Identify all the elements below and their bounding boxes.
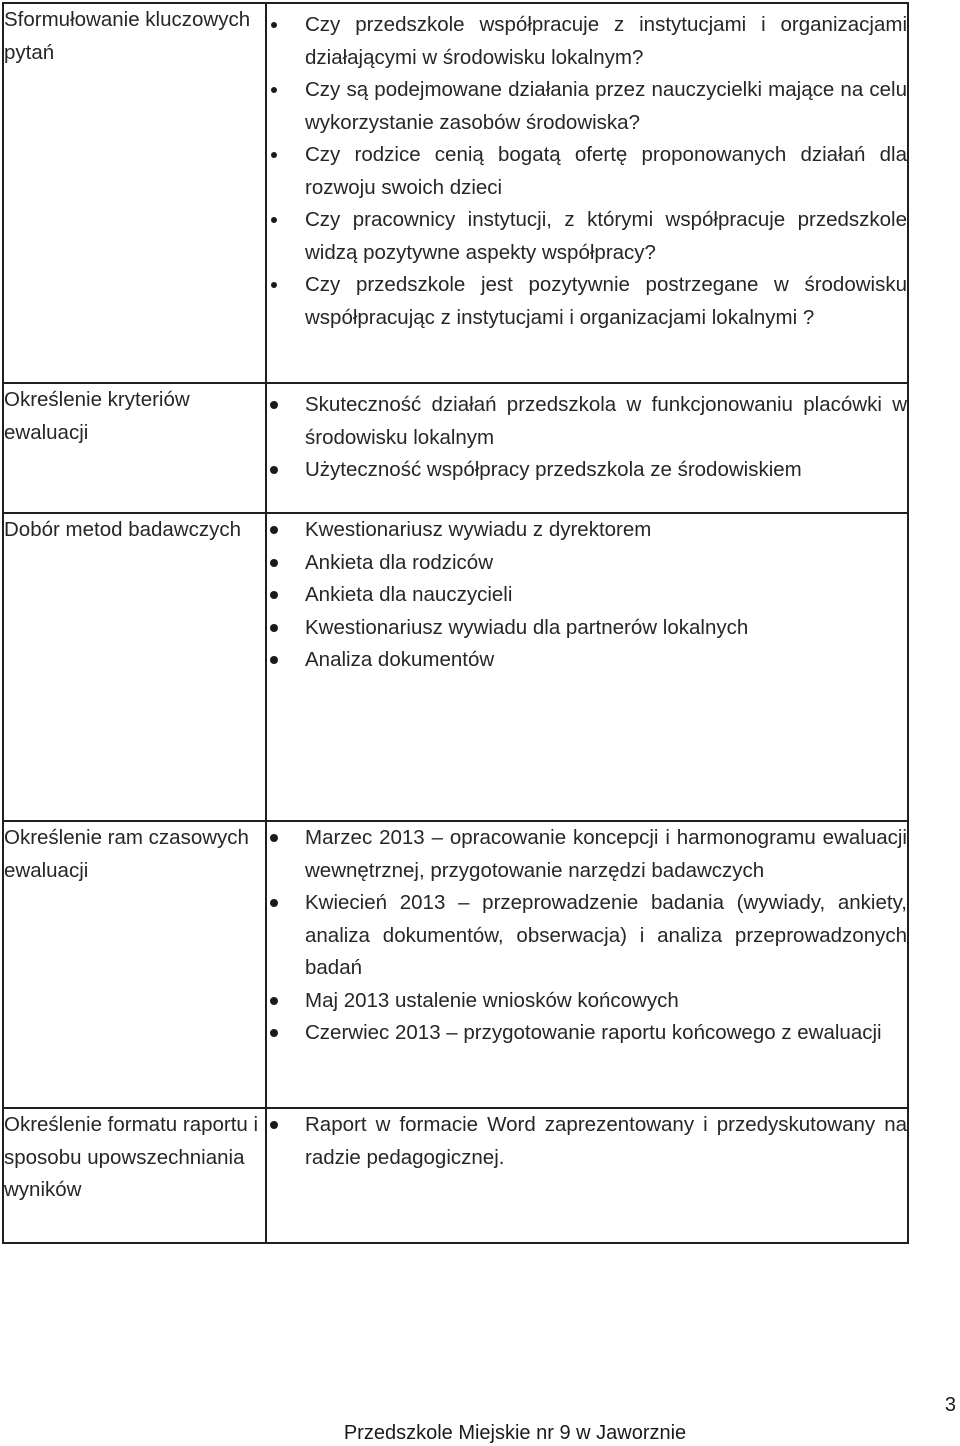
list-item xyxy=(267,514,907,547)
page-footer: Przedszkole Miejskie nr 9 w Jaworznie xyxy=(343,1422,687,1444)
bullet-icon xyxy=(271,217,277,223)
list-item-text: Czy przedszkole jest pozytywnie postrzegane w środowisku współpracując z instytucjami i organizacjami lokalnymi ? xyxy=(305,273,907,329)
bullet-icon xyxy=(270,899,278,907)
evaluation-plan-table xyxy=(2,2,909,1244)
bullet-icon xyxy=(270,1121,278,1129)
bullet-list xyxy=(267,514,907,677)
list-item-text: Ankieta dla nauczycieli xyxy=(305,583,513,606)
list-item xyxy=(267,1109,907,1174)
list-item-text: Kwestionariusz wywiadu z dyrektorem xyxy=(305,518,652,541)
bullet-icon xyxy=(271,87,277,93)
bullet-icon xyxy=(271,22,277,28)
row-label: Sformułowanie kluczowych pytań xyxy=(3,3,266,383)
table-row xyxy=(3,821,908,1108)
list-item-text: Czy pracownicy instytucji, z którymi współpracuje przedszkole widzą pozytywne aspekty współpracy? xyxy=(305,208,907,264)
bullet-icon xyxy=(270,997,278,1005)
bullet-icon xyxy=(270,624,278,632)
list-item-text: Skuteczność działań przedszkola w funkcjonowaniu placówki w środowisku lokalnym xyxy=(305,393,907,449)
row-label: Określenie formatu raportu i sposobu upowszechniania wyników xyxy=(3,1108,266,1243)
bullet-icon xyxy=(270,526,278,534)
list-item xyxy=(267,985,907,1018)
bullet-list xyxy=(267,822,907,1050)
list-item xyxy=(267,269,907,334)
row-label: Dobór metod badawczych xyxy=(3,513,266,821)
row-content xyxy=(266,821,908,1108)
table-row xyxy=(3,1108,908,1243)
list-item xyxy=(267,579,907,612)
list-item-text: Czerwiec 2013 – przygotowanie raportu końcowego z ewaluacji xyxy=(305,1021,882,1044)
bullet-icon xyxy=(271,152,277,158)
list-item xyxy=(267,204,907,269)
list-item xyxy=(267,389,907,454)
row-content xyxy=(266,513,908,821)
list-item xyxy=(267,547,907,580)
list-item-text: Raport w formacie Word zaprezentowany i przedyskutowany na radzie pedagogicznej. xyxy=(305,1113,907,1169)
row-content xyxy=(266,1108,908,1243)
row-content xyxy=(266,3,908,383)
row-label: Określenie ram czasowych ewaluacji xyxy=(3,821,266,1108)
table-row xyxy=(3,3,908,383)
bullet-list xyxy=(267,1109,907,1174)
list-item-text: Ankieta dla rodziców xyxy=(305,550,494,574)
list-item xyxy=(267,454,907,487)
list-item xyxy=(267,1017,907,1050)
row-label: Określenie kryteriów ewaluacji xyxy=(3,383,266,513)
list-item-text: Czy są podejmowane działania przez nauczycielki mające na celu wykorzystanie zasobów środowiska? xyxy=(305,78,907,134)
list-item-text: Maj 2013 ustalenie wniosków końcowych xyxy=(305,988,679,1012)
bullet-list xyxy=(267,9,907,334)
list-item-text: Analiza dokumentów xyxy=(305,648,495,671)
bullet-list xyxy=(267,389,907,487)
list-item xyxy=(267,612,907,645)
bullet-icon xyxy=(270,401,278,409)
page-number: 3 xyxy=(944,1394,956,1416)
list-item xyxy=(267,74,907,139)
bullet-icon xyxy=(270,591,278,599)
row-content xyxy=(266,383,908,513)
bullet-icon xyxy=(270,656,278,664)
bullet-icon xyxy=(270,1029,278,1037)
bullet-icon xyxy=(271,282,277,288)
list-item-text: Kwiecień 2013 – przeprowadzenie badania (wywiady, ankiety, analiza dokumentów, obserwacja) i analiza przeprowadzonych badań xyxy=(305,891,907,979)
list-item-text: Czy przedszkole współpracuje z instytucjami i organizacjami działającymi w środowisku lokalnym? xyxy=(305,13,907,69)
bullet-icon xyxy=(270,466,278,474)
list-item xyxy=(267,9,907,74)
list-item xyxy=(267,887,907,985)
list-item xyxy=(267,644,907,677)
table-row xyxy=(3,513,908,821)
list-item-text: Użyteczność współpracy przedszkola ze środowiskiem xyxy=(305,458,802,481)
list-item-text: Marzec 2013 – opracowanie koncepcji i harmonogramu ewaluacji wewnętrznej, przygotowanie narzędzi badawczych xyxy=(305,826,907,882)
table-row xyxy=(3,383,908,513)
bullet-icon xyxy=(270,834,278,842)
list-item-text: Czy rodzice cenią bogatą ofertę proponowanych działań dla rozwoju swoich dzieci xyxy=(305,143,907,199)
list-item xyxy=(267,139,907,204)
list-item xyxy=(267,822,907,887)
bullet-icon xyxy=(270,559,278,567)
list-item-text: Kwestionariusz wywiadu dla partnerów lokalnych xyxy=(305,615,749,639)
